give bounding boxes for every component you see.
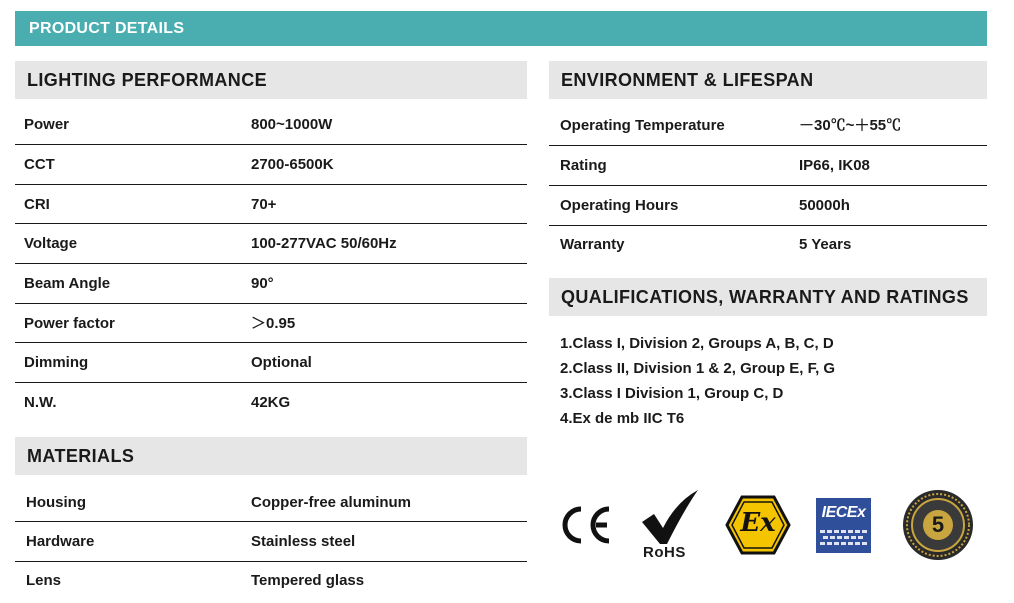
qualifications-list bbox=[560, 331, 835, 431]
spec-key: N.W. bbox=[24, 394, 57, 411]
qualification-item: 3.Class I Division 1, Group C, D bbox=[560, 385, 784, 402]
spec-value: Stainless steel bbox=[251, 533, 356, 550]
iecex-icon bbox=[816, 498, 871, 553]
rohs-label: RoHS bbox=[643, 544, 686, 561]
spec-row-beam-angle bbox=[15, 264, 527, 304]
environment-lifespan-table bbox=[549, 106, 987, 264]
spec-key: CCT bbox=[24, 156, 55, 173]
spec-row-cct bbox=[15, 145, 527, 185]
spec-key: Power bbox=[24, 116, 70, 133]
spec-key: Hardware bbox=[26, 533, 95, 550]
spec-value: 800~1000W bbox=[251, 116, 333, 133]
spec-value: Tempered glass bbox=[251, 572, 365, 589]
spec-row-warranty bbox=[549, 226, 987, 264]
iecex-label: IECEx bbox=[821, 504, 866, 521]
spec-key: Operating Hours bbox=[560, 197, 679, 214]
spec-key: Rating bbox=[560, 157, 607, 174]
spec-row-rating bbox=[549, 146, 987, 186]
spec-row-hardware bbox=[15, 522, 527, 562]
spec-row-cri bbox=[15, 185, 527, 224]
lighting-performance-table bbox=[15, 105, 527, 423]
qualification-item: 4.Ex de mb IIC T6 bbox=[560, 410, 685, 427]
spec-key: Dimming bbox=[24, 354, 89, 371]
spec-key: Voltage bbox=[24, 235, 78, 252]
qualification-item: 1.Class I, Division 2, Groups A, B, C, D bbox=[560, 335, 834, 352]
qualifications-heading: QUALIFICATIONS, WARRANTY AND RATINGS bbox=[549, 278, 987, 316]
spec-value: 5 Years bbox=[799, 236, 852, 253]
spec-key: Power factor bbox=[24, 315, 115, 332]
product-details-banner: PRODUCT DETAILS bbox=[15, 11, 987, 46]
spec-key: Warranty bbox=[560, 236, 625, 253]
spec-value: 100-277VAC 50/60Hz bbox=[251, 235, 397, 252]
spec-row-operating-hours bbox=[549, 186, 987, 226]
environment-lifespan-heading: ENVIRONMENT & LIFESPAN bbox=[549, 61, 987, 99]
spec-row-housing bbox=[15, 483, 527, 522]
spec-value: 50000h bbox=[799, 197, 850, 214]
spec-row-power bbox=[15, 105, 527, 145]
spec-key: Beam Angle bbox=[24, 275, 111, 292]
spec-value: Optional bbox=[251, 354, 312, 371]
spec-value: Copper-free aluminum bbox=[251, 494, 412, 511]
materials-heading: MATERIALS bbox=[15, 437, 527, 475]
spec-value: IP66, IK08 bbox=[799, 157, 870, 174]
spec-row-operating-temperature bbox=[549, 106, 987, 146]
spec-value: 42KG bbox=[251, 394, 291, 411]
spec-value: 90° bbox=[251, 275, 274, 292]
ce-mark-icon bbox=[556, 504, 614, 546]
spec-key: Housing bbox=[26, 494, 86, 511]
spec-value: －30℃~＋55℃ bbox=[799, 117, 902, 134]
spec-row-power-factor bbox=[15, 304, 527, 343]
spec-row-dimming bbox=[15, 343, 527, 383]
warranty-seal-icon bbox=[902, 489, 974, 561]
rohs-icon bbox=[638, 488, 702, 562]
spec-row-lens bbox=[15, 562, 527, 600]
lighting-performance-heading: LIGHTING PERFORMANCE bbox=[15, 61, 527, 99]
ex-atex-icon bbox=[725, 494, 791, 556]
spec-value: 70+ bbox=[251, 196, 277, 213]
warranty-seal-number: 5 bbox=[931, 512, 945, 537]
materials-table bbox=[15, 483, 527, 600]
spec-key: Operating Temperature bbox=[560, 117, 725, 134]
qualification-item: 2.Class II, Division 1 & 2, Group E, F, G bbox=[560, 360, 836, 377]
spec-key: CRI bbox=[24, 196, 50, 213]
spec-value: 2700-6500K bbox=[251, 156, 334, 173]
spec-key: Lens bbox=[26, 572, 62, 589]
spec-row-net-weight bbox=[15, 383, 527, 423]
ex-label: Ex bbox=[740, 508, 776, 538]
spec-value: ＞0.95 bbox=[251, 315, 296, 332]
spec-row-voltage bbox=[15, 224, 527, 264]
